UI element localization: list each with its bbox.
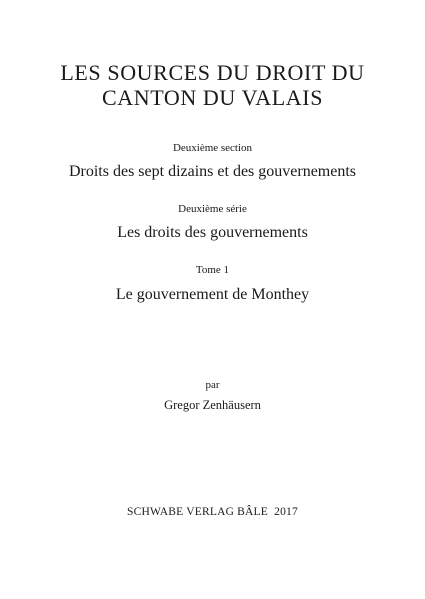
section-label: Deuxième section	[172, 142, 253, 154]
volume-label: Tome 1	[195, 264, 230, 276]
series-name: Les droits des gouvernements	[117, 224, 308, 241]
volume-name: Le gouvernement de Monthey	[115, 286, 310, 303]
section-name: Droits des sept dizains et des gouvernements	[68, 163, 357, 180]
author-name: Gregor Zenhäusern	[164, 398, 261, 412]
publisher-imprint: SCHWABE VERLAG BÂLE 2017	[127, 506, 298, 518]
author-by-label: par	[205, 379, 220, 391]
main-title-line-1: LES SOURCES DU DROIT DU	[60, 60, 365, 85]
series-label: Deuxième série	[178, 203, 247, 215]
main-title-line-2: CANTON DU VALAIS	[101, 85, 324, 110]
